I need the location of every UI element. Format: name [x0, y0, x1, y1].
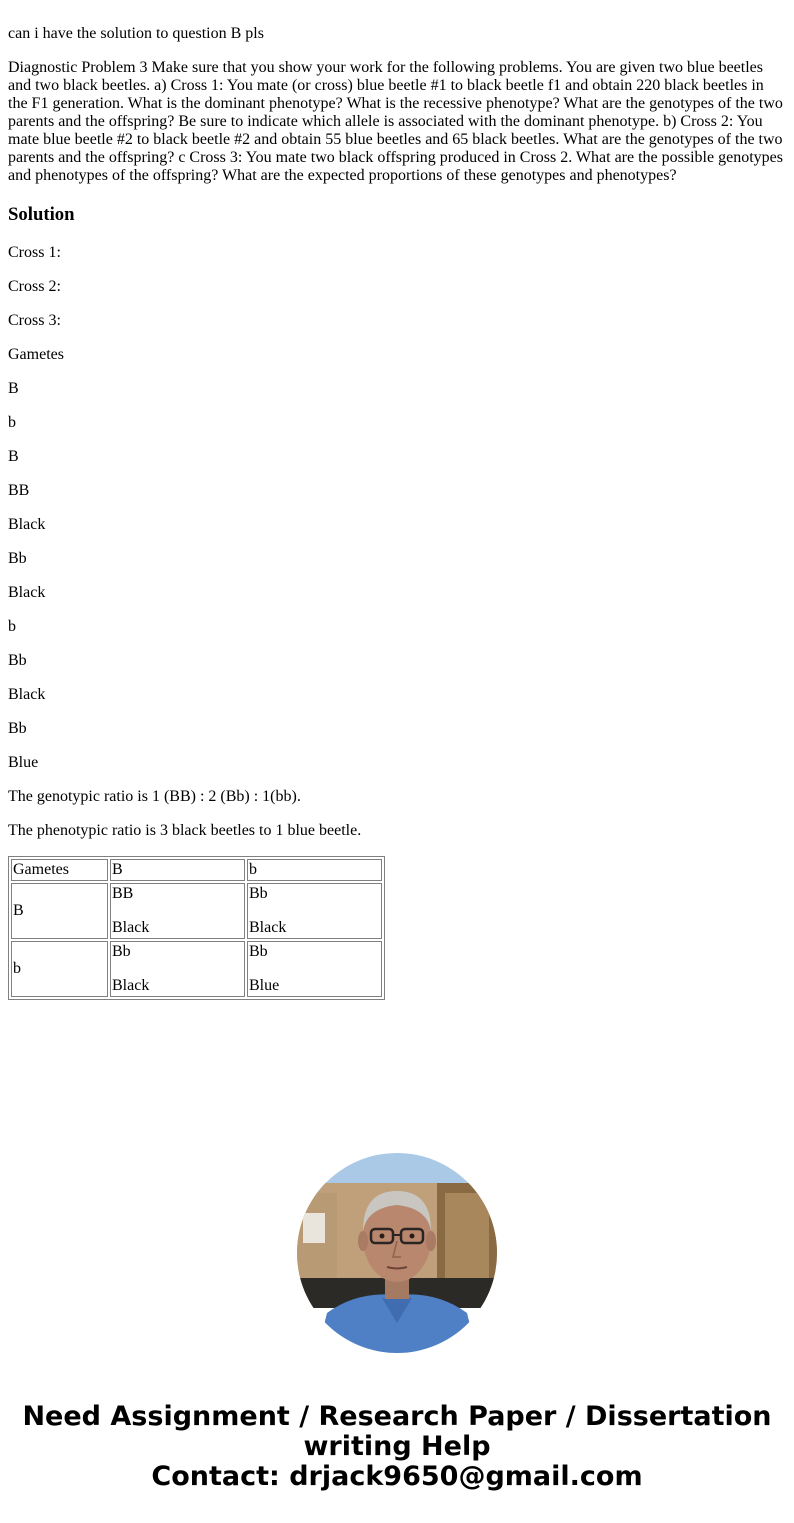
- cell-phenotype: Black: [112, 977, 150, 994]
- line-item: B: [8, 448, 19, 465]
- table-gamete-cell: b: [11, 941, 108, 997]
- line-cross-3: Cross 3:: [8, 312, 61, 329]
- table-header-cell: B: [110, 859, 245, 881]
- line-item: Black: [8, 516, 46, 533]
- line-cross-2: Cross 2:: [8, 278, 61, 295]
- table-cell: [247, 941, 382, 997]
- table-header-row: [11, 859, 382, 881]
- footer-banner: [0, 1402, 794, 1492]
- phenotypic-ratio: The phenotypic ratio is 3 black beetles to 1 blue beetle.: [8, 822, 362, 839]
- table-cell: [247, 883, 382, 939]
- author-avatar: [297, 1153, 497, 1353]
- table-cell: [110, 883, 245, 939]
- table-header-cell: Gametes: [11, 859, 108, 881]
- genotypic-ratio: The genotypic ratio is 1 (BB) : 2 (Bb) : 1(bb).: [8, 788, 301, 805]
- line-item: b: [8, 414, 16, 431]
- problem-text: Diagnostic Problem 3 Make sure that you show your work for the following problems. You are given two blue beetles and two black beetles. a) Cross 1: You mate (or cross) blue beetle #1 to black beetle f1 and obtain 220 black beetles in the F1 generation. What is the dominant phenotype? What is the recessive phenotype? What are the genotypes of the two parents and the offspring? Be sure to indicate which allele is associated with the dominant phenotype. b) Cross 2: You mate blue beetle #2 to black beetle #2 and obtain 55 blue beetles and 65 black beetles. What are the genotypes of the two parents and the offspring? c Cross 3: You mate two black offspring produced in Cross 2. What are the possible genotypes and phenotypes of the offspring? What are the expected proportions of these genotypes and phenotypes?: [8, 59, 783, 184]
- question-text: can i have the solution to question B pls: [8, 25, 264, 42]
- cell-phenotype: Black: [249, 919, 287, 936]
- line-item: Bb: [8, 720, 27, 737]
- line-item: Bb: [8, 550, 27, 567]
- line-item: Blue: [8, 754, 39, 771]
- footer-contact: Contact: drjack9650@gmail.com: [151, 1461, 643, 1492]
- table-row: [11, 883, 382, 939]
- footer-line-1: Need Assignment / Research Paper / Dissertation: [22, 1401, 772, 1432]
- cell-genotype: Bb: [249, 885, 268, 902]
- line-item: BB: [8, 482, 30, 499]
- author-portrait-photo: [297, 1153, 497, 1353]
- line-item: B: [8, 380, 19, 397]
- line-item: Black: [8, 686, 46, 703]
- table-row: [11, 941, 382, 997]
- cell-phenotype: Black: [112, 919, 150, 936]
- cell-genotype: Bb: [112, 943, 131, 960]
- cell-genotype: Bb: [249, 943, 268, 960]
- document-body: [8, 0, 786, 1000]
- table-cell: [110, 941, 245, 997]
- cell-genotype: BB: [112, 885, 134, 902]
- line-item: Bb: [8, 652, 27, 669]
- footer-line-2: writing Help: [303, 1431, 491, 1462]
- cell-phenotype: Blue: [249, 977, 280, 994]
- table-header-cell: b: [247, 859, 382, 881]
- line-cross-1: Cross 1:: [8, 244, 61, 261]
- solution-heading: Solution: [8, 204, 75, 225]
- line-item: Black: [8, 584, 46, 601]
- line-gametes: Gametes: [8, 346, 64, 363]
- line-item: b: [8, 618, 16, 635]
- table-gamete-cell: B: [11, 883, 108, 939]
- punnett-square-table: [8, 856, 385, 1000]
